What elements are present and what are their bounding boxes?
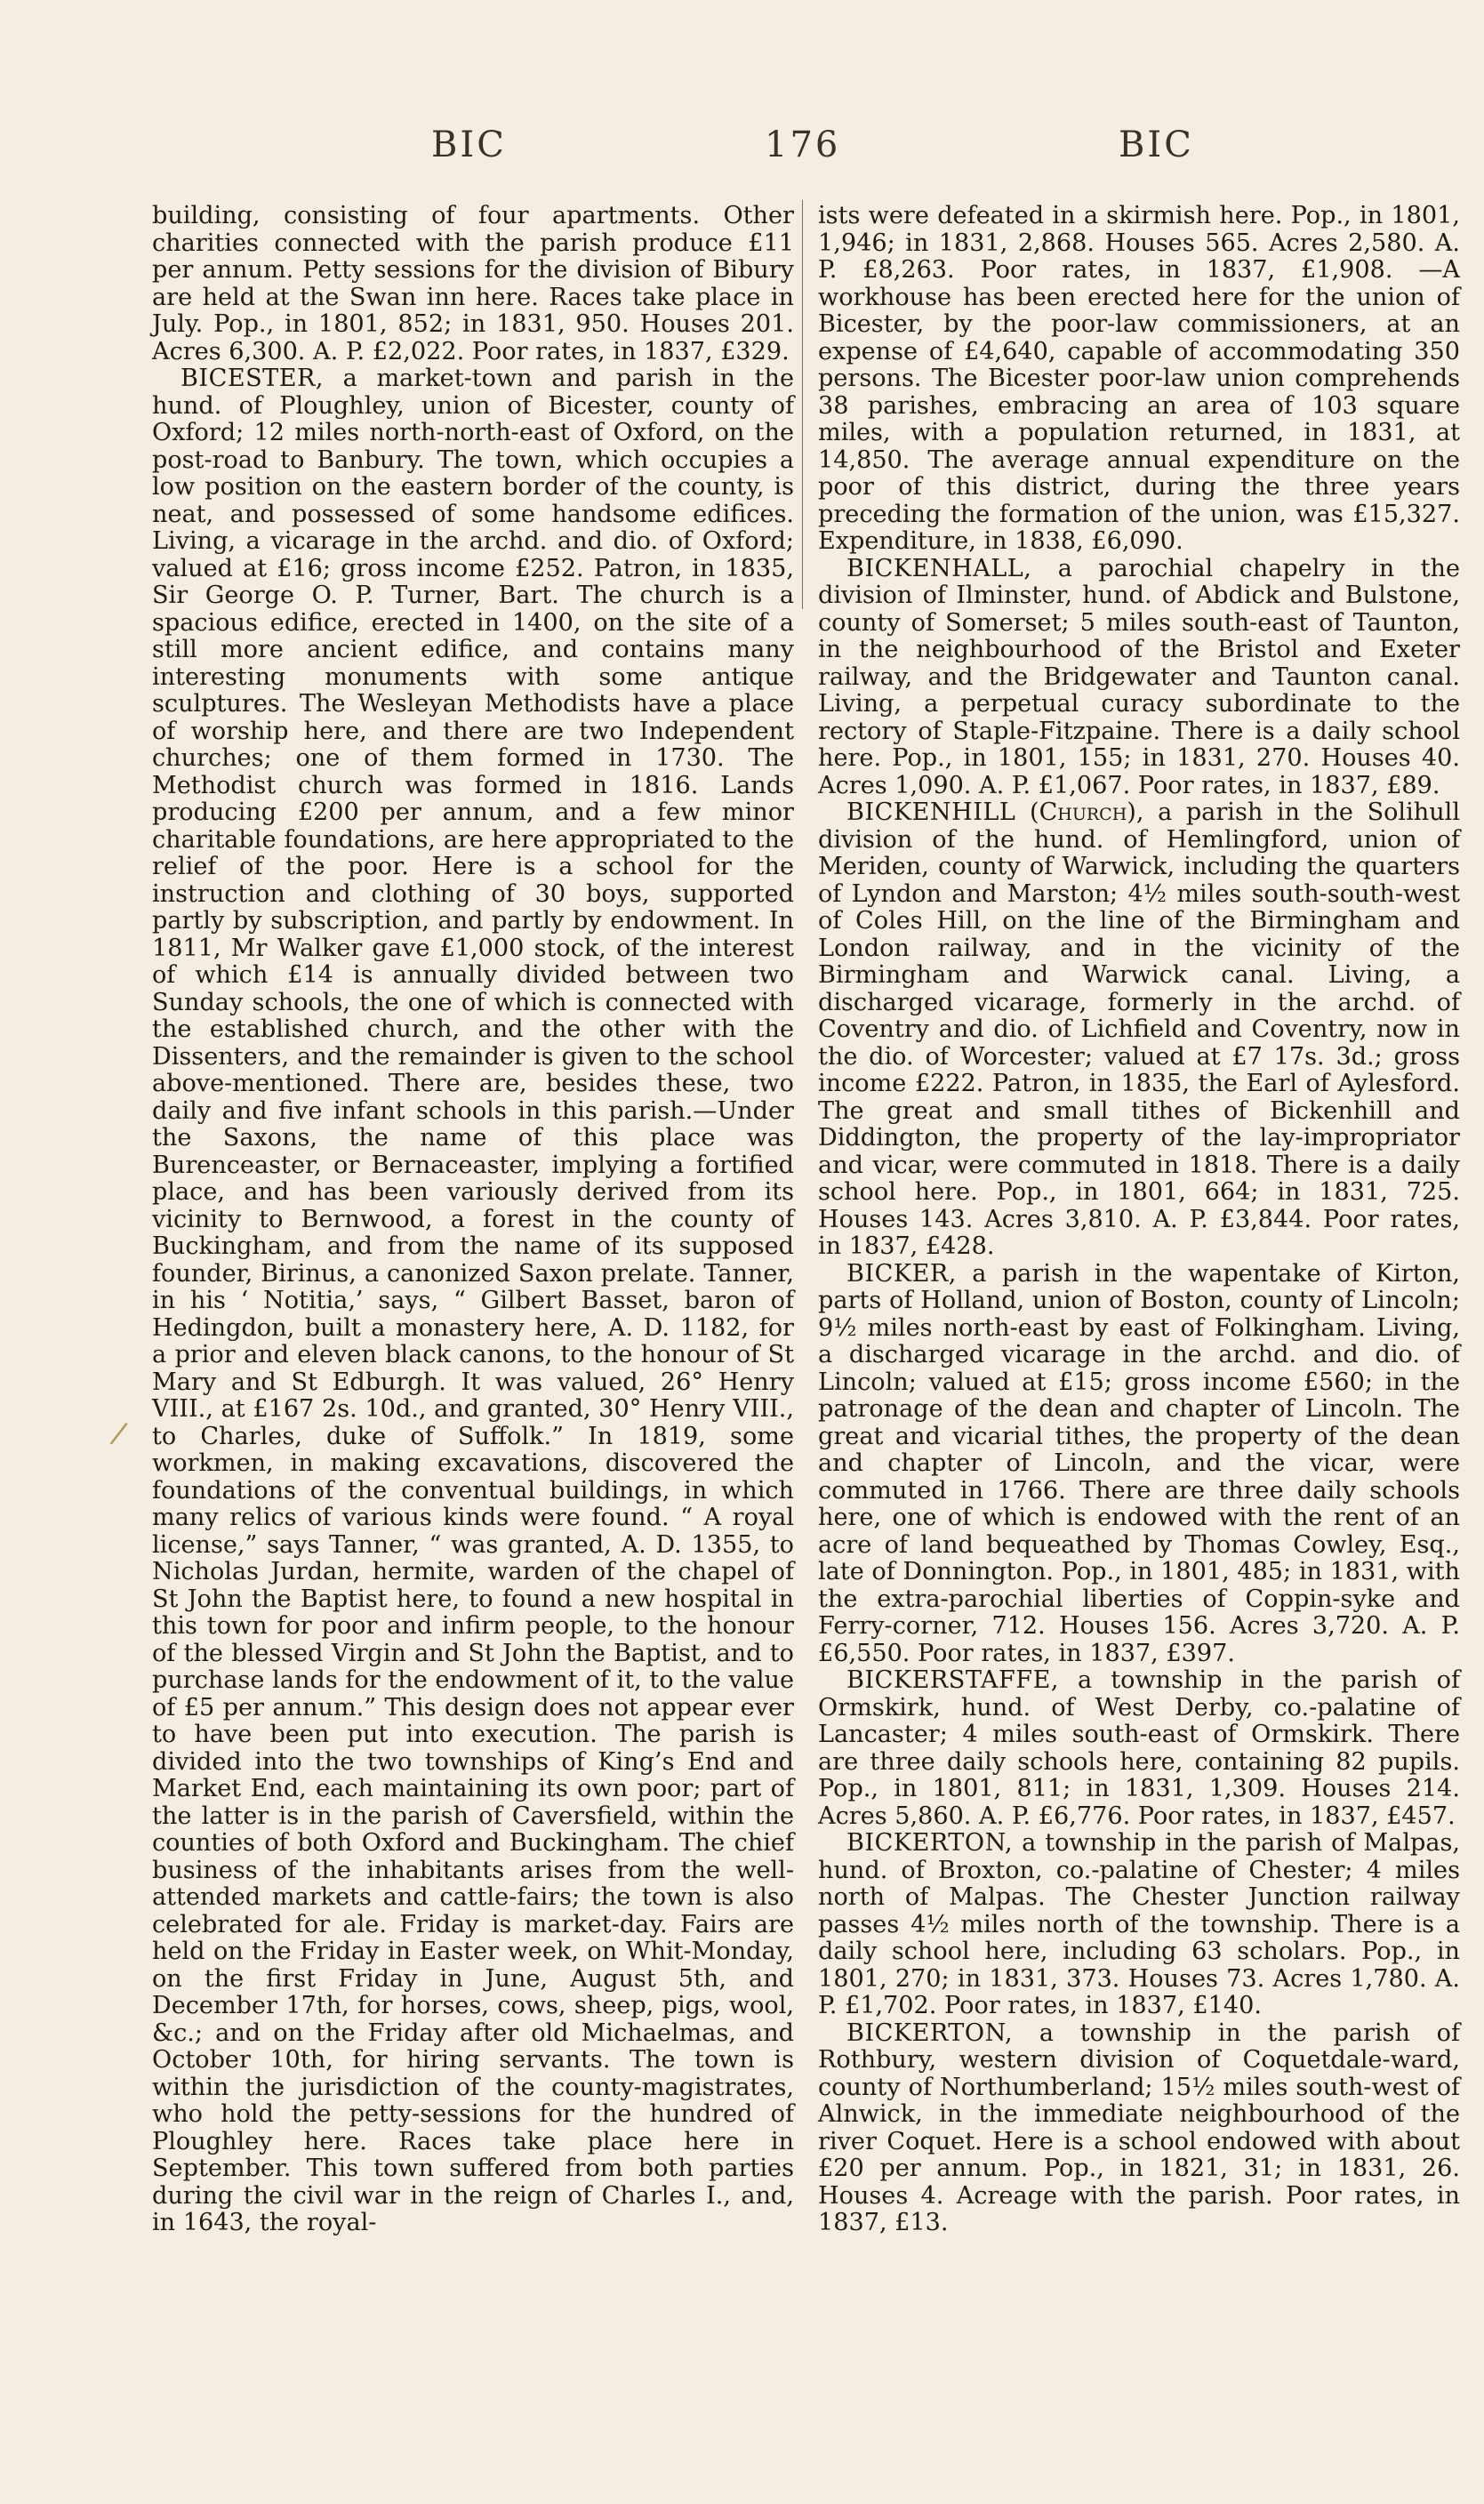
entry-headword: BICKER, [846,1259,957,1288]
margin-pencil-mark: / [108,1415,130,1452]
entry-headword: BICKERTON, [846,2018,1014,2047]
entry-bickenhill: BICKENHILL (Church), a parish in the Solihull division of the hund. of Hemlingford, union of Meriden, county of Warwick, including the quarters of Lyndon and Marston; 4½ miles south-south-west of Coles Hill, on the line of the Birmingham and London railway, and in the vicinity of the Birmingham and Warwick canal. Living, a discharged vicarage, formerly in the archd. of Coventry and dio. of Lichfield and Coventry, now in the dio. of Worcester; valued at £7 17s. 3d.; gross income £222. Patron, in 1835, the Earl of Aylesford. The great and small tithes of Bickenhill and Diddington, the property of the lay-impropriator and vicar, were commuted in 1818. There is a daily school here. Pop., in 1801, 664; in 1831, 725. Houses 143. Acres 3,810. A. P. £3,844. Poor rates, in 1837, £428. [818,799,1460,1260]
fraction-half: ½ [1143,879,1167,908]
entry-bickerstaffe [818,1667,1460,1830]
entry-headword: BICKERTON, [846,1829,1014,1857]
header-right-guideword: BIC [1119,124,1194,165]
header-left-guideword: BIC [431,124,507,165]
running-header [0,124,1484,169]
entry-text: a parish in the wapentake of Kirton, parts of Holland, union of Boston, county of Lincoln; 9 [818,1259,1460,1342]
entry-headword: BICKENHILL [846,799,1016,826]
entry-text: a market-town and parish in the hund. of Ploughley, union of Bicester, county of Oxford; 12 miles north-north-east of Oxford, on the post-road to Banbury. The town, which occupies a low position on the eastern border of the county, is neat, and possessed of some handsome edifices. Living, a vicarage in the archd. and dio. of Oxford; valued at £16; gross income £252. Patron, in 1835, Sir George O. P. Turner, Bart. The church is a spacious edifice, erected in 1400, on the site of a still more ancient edifice, and contains many interesting monuments with some antique sculptures. The Wesleyan Methodists have a place of worship here, and there are two Independent churches; one of them formed in 1730. The Methodist church was formed in 1816. Lands producing £200 per annum, and a few minor charitable foundations, are here appropriated to the relief of the poor. Here is a school for the instruction and clothing of 30 boys, supported partly by subscription, and partly by endowment. In 1811, Mr Walker gave £1,000 stock, of the interest of which £14 is annually divided between two Sunday schools, the one of which is connected with the established church, and the other with the Dissenters, and the remainder is given to the school above-mentioned. There are, besides these, two daily and five infant schools in this parish.—Under the Saxons, the name of this place was Burenceaster, or Bernaceaster, implying a fortified place, and has been variously derived from its vicinity to Bernwood, a forest in the county of Buckingham, and from the name of its supposed founder, Birinus, a canonized Saxon prelate. Tanner, in his ‘ Notitia,’ says, “ Gilbert Basset, baron of Hedingdon, built a monastery here, A. D. 1182, for a prior and eleven black canons, to the honour of St Mary and St Edburgh. It was valued, 26° Henry VIII., at £167 2s. 10d., and granted, 30° Henry VIII., to Charles, duke of Suffolk.” In 1819, some workmen, in making excavations, discovered the foundations of the conventual buildings, in which many relics of various kinds were found. “ A royal license,” says Tanner, “ was granted, A. D. 1355, to Nicholas Jurdan, hermite, warden of the chapel of St John the Baptist here, to found a new hospital in this town for poor and infirm people, to the honour of the blessed Virgin and St John the Baptist, and to purchase lands for the endowment of it, to the value of £5 per annum.” This design does not appear ever to have been put into execution. The parish is divided into the two townships of King’s End and Market End, each maintaining its own poor; part of the latter is in the parish of Caversfield, within the counties of both Oxford and Buckingham. The chief business of the inhabitants arises from the well-attended markets and cattle-fairs; the town is also celebrated for ale. Friday is market-day. Fairs are held on the Friday in Easter week, on Whit-Monday, on the first Friday in June, August 5th, and December 17th, for horses, cows, sheep, pigs, wool, &c.; and on the Friday after old Michaelmas, and October 10th, for hiring servants. The town is within the jurisdiction of the county-magistrates, who hold the petty-sessions for the hundred of Ploughley here. Races take place here in September. This town suffered from both parties during the civil war in the reign of Charles I., and, in 1643, the royal- [152,365,794,2236]
entry-headword: BICKENHALL, [846,554,1032,582]
entry-headword: BICKERSTAFFE, [846,1666,1059,1694]
entry-bicker [818,1261,1460,1668]
entry-headword: BICESTER, [180,365,325,392]
entry-text: miles north-east by east of Folkingham. Living, a discharged vicarage in the archd. and dio. of Lincoln; valued at £15; gross income £560; in the patronage of the dean and chapter of Lincoln. The great and vicarial tithes, the property of the dean and chapter of Lincoln, and the vicar, were commuted in 1766. There are three daily schools here, one of which is endowed with the rent of an acre of land bequeathed by Thomas Cowley, Esq., late of Donnington. Pop., in 1801, 485; in 1831, with the extra-parochial liberties of Coppin-syke and Ferry-corner, 712. Houses 156. Acres 3,720. A. P. £6,550. Poor rates, in 1837, £397. [818,1313,1460,1667]
column-divider [802,200,803,609]
entry-text: miles south-south-west of Coles Hill, on the line of the Birmingham and London railway, and in the vicinity of the Birmingham and Warwick canal. Living, a discharged vicarage, formerly in the archd. of Coventry and dio. of Lichfield and Coventry, now in the dio. of Worcester; valued at £7 17s. 3d.; gross income £222. Patron, in 1835, the Earl of Aylesford. The great and small tithes of Bickenhill and Diddington, the property of the lay-impropriator and vicar, were commuted in 1818. There is a daily school here. Pop., in 1801, 664; in 1831, 725. Houses 143. Acres 3,810. A. P. £3,844. Poor rates, in 1837, £428. [818,879,1460,1260]
entry-continuation: building, consisting of four apartments. Other charities connected with the parish produce £11 per annum. Petty sessions for the division of Bibury are held at the Swan inn here. Races take place in July. Pop., in 1801, 852; in 1831, 950. Houses 201. Acres 6,300. A. P. £2,022. Poor rates, in 1837, £329. [152,202,794,365]
entry-continuation: ists were defeated in a skirmish here. Pop., in 1801, 1,946; in 1831, 2,868. Houses 565. Acres 2,580. A. P. £8,263. Poor rates, in 1837, £1,908. —A workhouse has been erected here for the union of Bicester, by the poor-law commissioners, at an expense of £4,640, capable of accommodating 350 persons. The Bicester poor-law union comprehends 38 parishes, embracing an area of 103 square miles, with a population returned, in 1831, at 14,850. The average annual expenditure on the poor of this district, during the three years preceding the formation of the union, was £15,327. Expenditure, in 1838, £6,090. [818,202,1460,555]
entry-text: miles north of the township. There is a daily school here, including 63 scholars. Pop., in 1801, 270; in 1831, 373. Houses 73. Acres 1,780. A. P. £1,702. Poor rates, in 1837, £140. [818,1910,1460,2019]
entry-bicester [152,365,794,2237]
right-column [818,203,1460,2237]
left-column [152,203,794,2237]
entry-text: a township in the parish of Malpas, hund. of Broxton, co.-palatine of Chester; 4 miles north of Malpas. The Chester Junction railway passes 4 [818,1829,1460,1938]
page-number: 176 [765,124,841,165]
entry-bickerton-rothbury [818,2020,1460,2237]
entry-text: a township in the parish of Ormskirk, hund. of West Derby, co.-palatine of Lancaster; 4 miles south-east of Ormskirk. There are three daily schools here, containing 82 pupils. Pop., in 1801, 811; in 1831, 1,309. Houses 214. Acres 5,860. A. P. £6,776. Poor rates, in 1837, £457. [818,1666,1460,1830]
fraction-half: ½ [833,1313,857,1342]
fraction-half: ½ [1191,2073,1215,2101]
entry-text: a township in the parish of Rothbury, western division of Coquetdale-ward, county of Northumberland; 15 [818,2018,1460,2101]
entry-text: miles south-west of Alnwick, in the immediate neighbourhood of the river Coquet. Here is a school endowed with about £20 per annum. Pop., in 1821, 31; in 1831, 26. Houses 4. Acreage with the parish. Poor rates, in 1837, £13. [818,2073,1461,2236]
entry-label: Church [1039,799,1127,826]
entry-text: , a parish in the Solihull division of the hund. of Hemlingford, union of Meriden, county of Warwick, including the quarters of Lyndon and Marston; 4 [818,799,1460,908]
entry-bickerton-malpas [818,1830,1460,2020]
entry-text: a parochial chapelry in the division of Ilminster, hund. of Abdick and Bulstone, county of Somerset; 5 miles south-east of Taunton, in the neighbourhood of the Bristol and Exeter railway, and the Bridgewater and Taunton canal. Living, a perpetual curacy subordinate to the rectory of Staple-Fitzpaine. There is a daily school here. Pop., in 1801, 155; in 1831, 270. Houses 40. Acres 1,090. A. P. £1,067. Poor rates, in 1837, £89. [818,554,1460,799]
entry-bickenhall [818,556,1460,800]
fraction-half: ½ [926,1910,950,1938]
